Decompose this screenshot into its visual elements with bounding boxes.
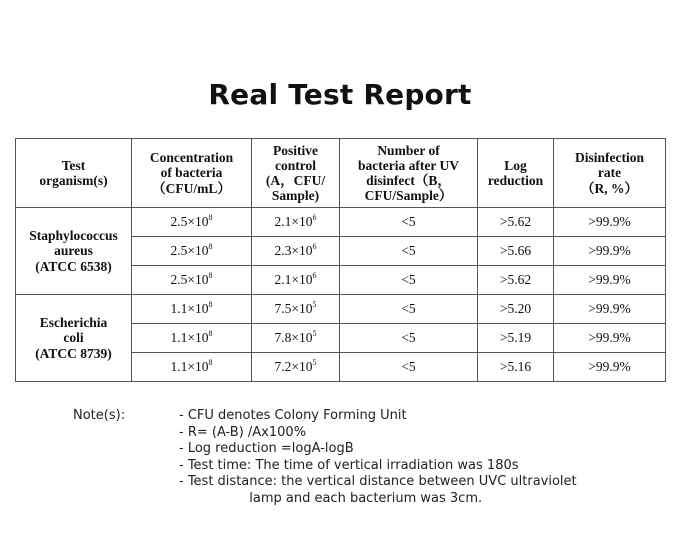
header-concentration: Concentration of bacteria （CFU/mL） — [132, 139, 252, 208]
header-positive-control: Positive control (A，CFU/ Sample) — [252, 139, 340, 208]
log-reduction-cell: >5.62 — [478, 208, 554, 237]
positive-control-cell: $2.1\times 10^6$ — [252, 266, 340, 295]
disinfection-rate-cell: >99.9% — [554, 237, 666, 266]
log-reduction-cell: >5.16 — [478, 353, 554, 382]
positive-control-cell: $2.1\times 10^6$ — [252, 208, 340, 237]
concentration-cell: $2.5\times 10^8$ — [132, 237, 252, 266]
note-item: - Test time: The time of vertical irradiation was 180s — [179, 457, 519, 473]
note-item: - CFU denotes Colony Forming Unit — [179, 408, 407, 423]
table-row — [16, 208, 666, 237]
notes-list — [179, 408, 659, 507]
concentration-cell: $1.1\times 10^8$ — [132, 324, 252, 353]
note-item: - R= (A-B) /Ax100% — [179, 424, 307, 440]
organism-cell: Staphylococcus aureus (ATCC 6538) — [16, 208, 132, 295]
log-reduction-cell: >5.20 — [478, 295, 554, 324]
log-reduction-cell: >5.62 — [478, 266, 554, 295]
table-header-row — [16, 139, 666, 208]
positive-control-cell: $7.5\times 10^5$ — [252, 295, 340, 324]
note-item: - Test distance: the vertical distance between UVC ultraviolet — [179, 474, 577, 489]
log-reduction-cell: >5.19 — [478, 324, 554, 353]
header-log-reduction: Log reduction — [478, 139, 554, 208]
disinfection-rate-cell: >99.9% — [554, 208, 666, 237]
positive-control-cell: $7.8\times 10^5$ — [252, 324, 340, 353]
note-item: lamp and each bacterium was 3cm. — [179, 490, 483, 506]
positive-control-cell: $7.2\times 10^5$ — [252, 353, 340, 382]
table-row — [16, 295, 666, 324]
concentration-cell: $1.1\times 10^8$ — [132, 295, 252, 324]
after-uv-cell: <5 — [340, 208, 478, 237]
disinfection-rate-cell: >99.9% — [554, 266, 666, 295]
notes-label: Note(s): — [73, 408, 126, 423]
concentration-cell: $2.5\times 10^8$ — [132, 208, 252, 237]
header-test-organism: Test organism(s) — [16, 139, 132, 208]
disinfection-rate-cell: >99.9% — [554, 324, 666, 353]
after-uv-cell: <5 — [340, 295, 478, 324]
note-item: - Log reduction =logA-logB — [179, 441, 354, 456]
header-disinfection-rate: Disinfection rate （R, %） — [554, 139, 666, 208]
disinfection-rate-cell: >99.9% — [554, 295, 666, 324]
concentration-cell: $2.5\times 10^8$ — [132, 266, 252, 295]
organism-cell: Escherichia coli (ATCC 8739) — [16, 295, 132, 382]
positive-control-cell: $2.3\times 10^6$ — [252, 237, 340, 266]
header-bacteria-after-uv: Number of bacteria after UV disinfect（B， CFU/Sample） — [340, 139, 478, 208]
after-uv-cell: <5 — [340, 237, 478, 266]
after-uv-cell: <5 — [340, 266, 478, 295]
page-title: Real Test Report — [208, 78, 472, 111]
disinfection-rate-cell: >99.9% — [554, 353, 666, 382]
log-reduction-cell: >5.66 — [478, 237, 554, 266]
after-uv-cell: <5 — [340, 324, 478, 353]
test-report-table — [15, 138, 666, 382]
after-uv-cell: <5 — [340, 353, 478, 382]
concentration-cell: $1.1\times 10^8$ — [132, 353, 252, 382]
